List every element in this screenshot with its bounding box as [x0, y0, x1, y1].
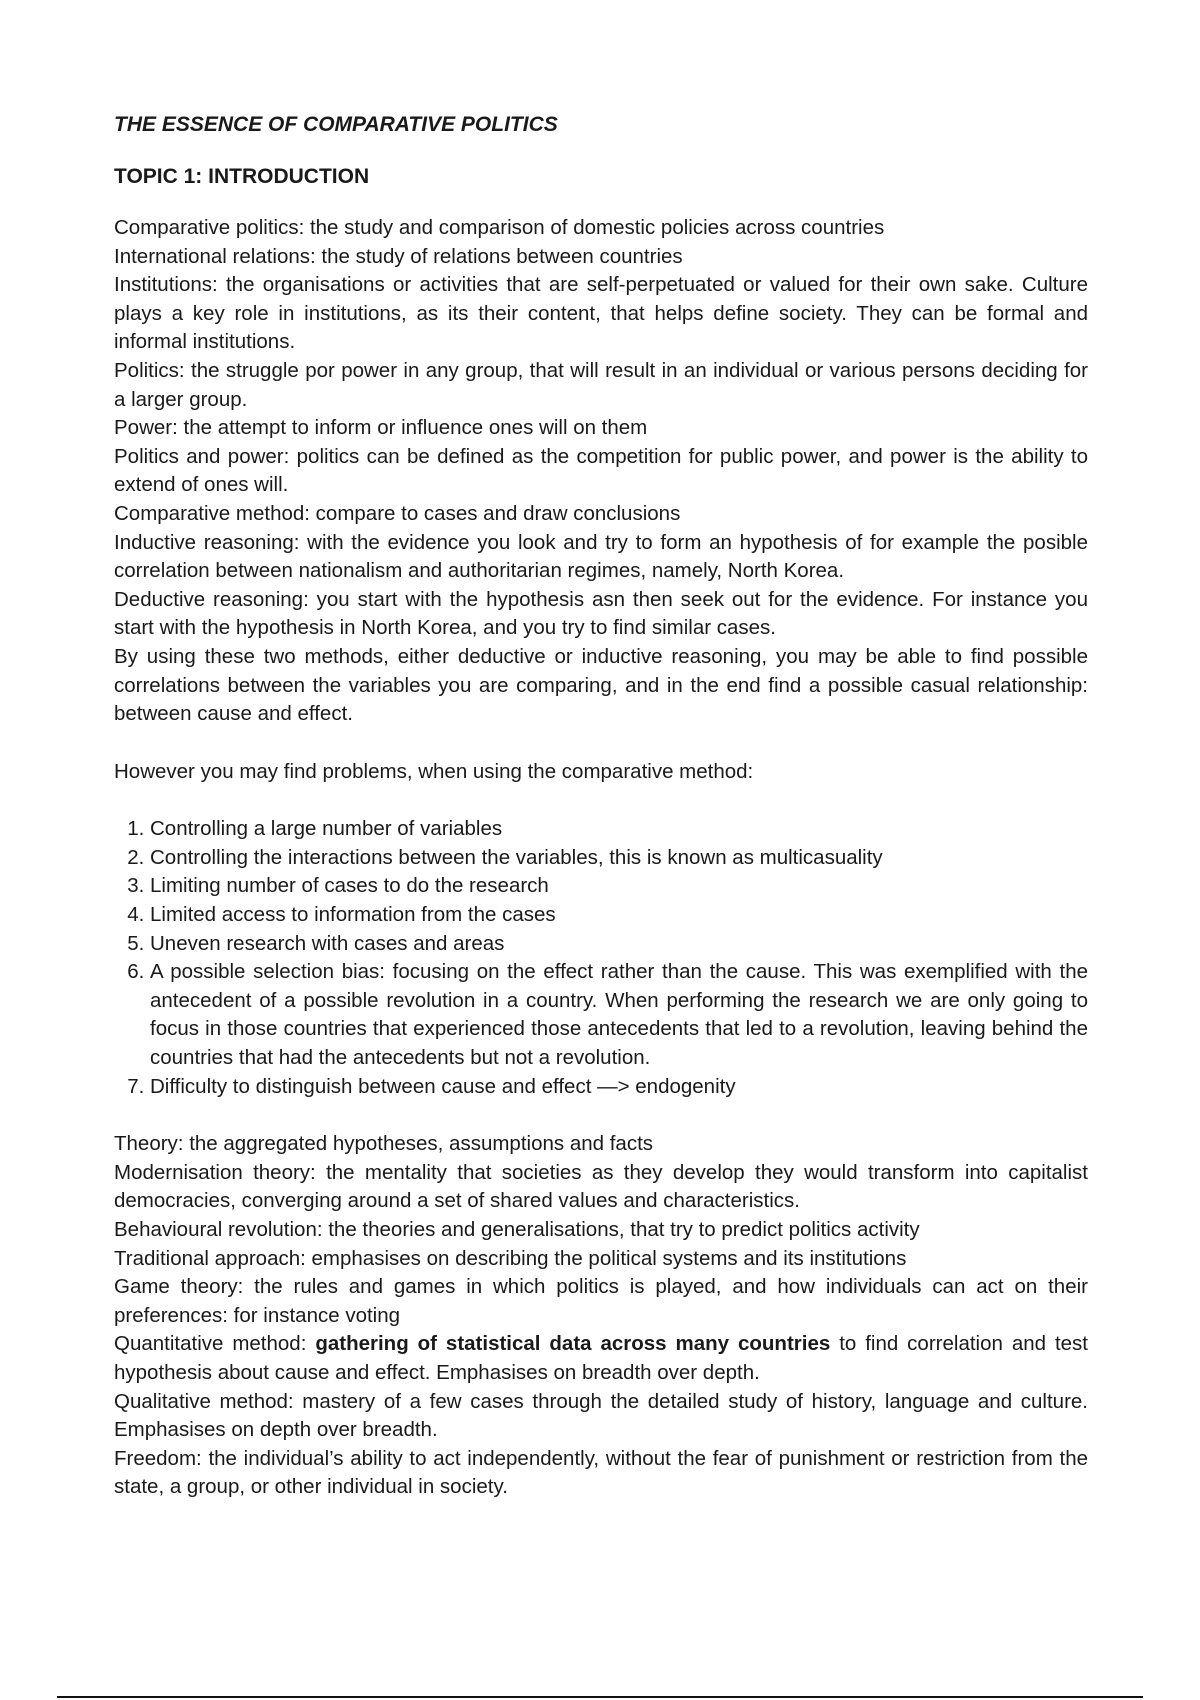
topic-heading: TOPIC 1: INTRODUCTION	[114, 165, 370, 188]
definition-comparative-politics: Comparative politics: the study and comparison of domestic policies across countries	[114, 216, 885, 239]
list-item: 1. Controlling a large number of variables	[150, 815, 1088, 844]
definition-behavioural-revolution: Behavioural revolution: the theories and generalisations, that try to predict politics activity	[114, 1218, 920, 1241]
list-item: 7. Difficulty to distinguish between cause and effect —> endogenity	[150, 1073, 1088, 1102]
list-item: 2. Controlling the interactions between the variables, this is known as multicasuality	[150, 844, 1088, 873]
definition-quantitative-method	[114, 1330, 1088, 1387]
paragraph-two-methods: By using these two methods, either deductive or inductive reasoning, you may be able to find possible correlations between the variables you are comparing, and in the end find a possible casual relationship: between cause and effect.	[114, 644, 1088, 726]
definition-comparative-method: Comparative method: compare to cases and draw conclusions	[114, 501, 681, 525]
quantitative-prefix: Quantitative method:	[114, 1332, 316, 1356]
list-item: 5. Uneven research with cases and areas	[150, 930, 1088, 959]
definition-qualitative-method: Qualitative method: mastery of a few cases through the detailed study of history, language and culture. Emphasises on depth over breadth.	[114, 1389, 1088, 1442]
quantitative-suffix: to find correlation and test hypothesis about cause and effect. Emphasises on breadth over depth.	[114, 1332, 1088, 1384]
list-item: 3. Limiting number of cases to do the research	[150, 872, 1088, 901]
definition-theory: Theory: the aggregated hypotheses, assumptions and facts	[114, 1132, 654, 1156]
document-page	[114, 112, 1088, 1502]
problems-list	[114, 815, 1088, 1101]
definition-institutions: Institutions: the organisations or activities that are self-perpetuated or valued for their own sake. Culture plays a key role in institutions, as its their content, that helps define society. They can be formal and informal institutions.	[114, 273, 1088, 354]
definition-game-theory: Game theory: the rules and games in which politics is played, and how individuals can act on their preferences: for instance voting	[114, 1275, 1088, 1327]
definition-modernisation-theory: Modernisation theory: the mentality that societies as they develop they would transform into capitalist democracies, converging around a set of shared values and characteristics.	[114, 1160, 1088, 1213]
page-bottom-divider	[57, 1696, 1143, 1698]
definition-freedom: Freedom: the individual’s ability to act independently, without the fear of punishment or restriction from the state, a group, or other individual in society.	[114, 1446, 1088, 1499]
definition-power: Power: the attempt to inform or influence ones will on them	[114, 416, 648, 440]
definition-traditional-approach: Traditional approach: emphasises on describing the political systems and its institutions	[114, 1246, 907, 1270]
definition-politics-and-power: Politics and power: politics can be defined as the competition for public power, and power is the ability to extend of ones will.	[114, 444, 1088, 497]
list-item: 4. Limited access to information from the cases	[150, 901, 1088, 930]
spacer	[114, 786, 1088, 815]
spacer	[114, 729, 1088, 758]
definition-deductive-reasoning: Deductive reasoning: you start with the hypothesis asn then seek out for the evidence. For instance you start with the hypothesis in North Korea, and you try to find similar cases.	[114, 587, 1088, 640]
list-item: 6. A possible selection bias: focusing on the effect rather than the cause. This was exemplified with the antecedent of a possible revolution in a country. When performing the research we are only going to focus in those countries that experienced those antecedents that led to a revolution, leaving behind the countries that had the antecedents but not a revolution.	[150, 958, 1088, 1072]
definition-inductive-reasoning: Inductive reasoning: with the evidence you look and try to form an hypothesis of for example the posible correlation between nationalism and authoritarian regimes, namely, North Korea.	[114, 530, 1088, 583]
quantitative-bold-phrase: gathering of statistical data across many countries	[315, 1332, 831, 1356]
document-title: THE ESSENCE OF COMPARATIVE POLITICS	[114, 113, 558, 136]
definition-international-relations: International relations: the study of relations between countries	[114, 244, 683, 268]
definition-politics: Politics: the struggle por power in any group, that will result in an individual or various persons deciding for a larger group.	[114, 358, 1088, 411]
spacer	[114, 1101, 1088, 1130]
problems-intro: However you may find problems, when using the comparative method:	[114, 759, 754, 783]
